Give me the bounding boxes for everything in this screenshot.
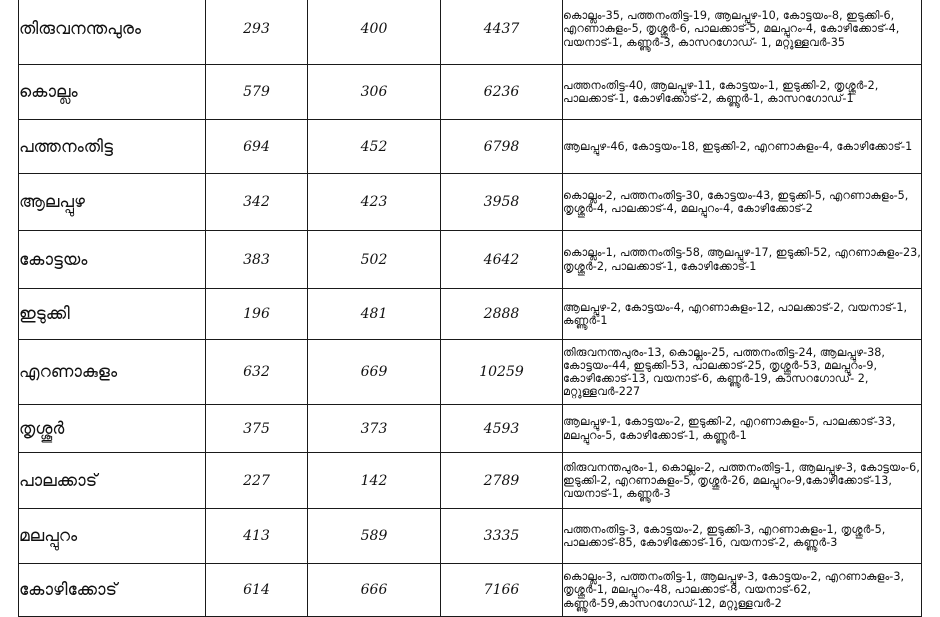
table-row: [19, 0, 922, 65]
value-cell-1: 413: [206, 509, 308, 564]
district-name-cell: ഇടുക്കി: [19, 289, 206, 340]
value-cell-1: 342: [206, 174, 308, 231]
district-name-cell: കോഴിക്കോട്: [19, 564, 206, 617]
value-cell-2: 589: [308, 509, 441, 564]
district-name-cell: എറണാകുളം: [19, 340, 206, 405]
value-cell-2: 669: [308, 340, 441, 405]
value-cell-3: 2789: [441, 453, 563, 509]
table-row: [19, 231, 922, 289]
district-breakdown-cell: തിരുവനന്തപുരം-13, കൊല്ലം-25, പത്തനംതിട്ട-24, ആലപ്പുഴ-38, കോട്ടയം-44, ഇടുക്കി-53, പാലക്കാട്-25, തൃശ്ശൂർ-53, മലപ്പുറം-9, കോഴിക്കോട്-13, വയനാട്-6, കണ്ണൂർ-19, കാസറഗോഡ്- 2, മറ്റുള്ളവർ-227: [563, 340, 922, 405]
value-cell-1: 694: [206, 120, 308, 174]
value-cell-2: 373: [308, 405, 441, 453]
value-cell-2: 142: [308, 453, 441, 509]
value-cell-2: 423: [308, 174, 441, 231]
district-name-cell: മലപ്പുറം: [19, 509, 206, 564]
district-breakdown-cell: പത്തനംതിട്ട-3, കോട്ടയം-2, ഇടുക്കി-3, എറണാകുളം-1, തൃശ്ശൂർ-5, പാലക്കാട്-85, കോഴിക്കോട്-16, വയനാട്-2, കണ്ണൂർ-3: [563, 509, 922, 564]
table-row: [19, 65, 922, 120]
table-row: [19, 120, 922, 174]
table-row: [19, 453, 922, 509]
value-cell-3: 3958: [441, 174, 563, 231]
table-row: [19, 174, 922, 231]
value-cell-2: 306: [308, 65, 441, 120]
value-cell-3: 3335: [441, 509, 563, 564]
value-cell-1: 196: [206, 289, 308, 340]
district-breakdown-cell: കൊല്ലം-1, പത്തനംതിട്ട-58, ആലപ്പുഴ-17, ഇടുക്കി-52, എറണാകുളം-23, തൃശ്ശൂർ-2, പാലക്കാട്-1, കോഴിക്കോട്-1: [563, 231, 922, 289]
value-cell-1: 293: [206, 0, 308, 65]
district-name-cell: തിരുവനന്തപുരം: [19, 0, 206, 65]
value-cell-2: 481: [308, 289, 441, 340]
value-cell-3: 4593: [441, 405, 563, 453]
district-name-cell: തൃശ്ശൂർ: [19, 405, 206, 453]
district-breakdown-cell: ആലപ്പുഴ-46, കോട്ടയം-18, ഇടുക്കി-2, എറണാകുളം-4, കോഴിക്കോട്-1: [563, 120, 922, 174]
value-cell-3: 2888: [441, 289, 563, 340]
value-cell-1: 227: [206, 453, 308, 509]
value-cell-1: 579: [206, 65, 308, 120]
district-breakdown-cell: ആലപ്പുഴ-1, കോട്ടയം-2, ഇടുക്കി-2, എറണാകുളം-5, പാലക്കാട്-33, മലപ്പുറം-5, കോഴിക്കോട്-1, കണ്ണൂർ-1: [563, 405, 922, 453]
district-name-cell: ആലപ്പുഴ: [19, 174, 206, 231]
table-body: [19, 0, 922, 617]
district-breakdown-cell: കൊല്ലം-3, പത്തനംതിട്ട-1, ആലപ്പുഴ-3, കോട്ടയം-2, എറണാകുളം-3, തൃശ്ശൂർ-1, മലപ്പുറം-48, പാലക്കാട്-8, വയനാട്-62, കണ്ണൂർ-59,കാസറഗോഡ്-12, മറ്റുള്ളവർ-2: [563, 564, 922, 617]
value-cell-2: 452: [308, 120, 441, 174]
table-row: [19, 405, 922, 453]
value-cell-3: 6236: [441, 65, 563, 120]
value-cell-1: 632: [206, 340, 308, 405]
district-breakdown-cell: കൊല്ലം-2, പത്തനംതിട്ട-30, കോട്ടയം-43, ഇടുക്കി-5, എറണാകുളം-5, തൃശ്ശൂർ-4, പാലക്കാട്-4, മലപ്പുറം-4, കോഴിക്കോട്-2: [563, 174, 922, 231]
district-name-cell: കോട്ടയം: [19, 231, 206, 289]
value-cell-3: 4642: [441, 231, 563, 289]
value-cell-1: 383: [206, 231, 308, 289]
district-name-cell: കൊല്ലം: [19, 65, 206, 120]
value-cell-2: 502: [308, 231, 441, 289]
district-table: [18, 0, 922, 617]
district-breakdown-cell: പത്തനംതിട്ട-40, ആലപ്പുഴ-11, കോട്ടയം-1, ഇടുക്കി-2, തൃശ്ശൂർ-2, പാലക്കാട്-1, കോഴിക്കോട്-2, കണ്ണൂർ-1, കാസറഗോഡ്-1: [563, 65, 922, 120]
value-cell-3: 4437: [441, 0, 563, 65]
value-cell-3: 10259: [441, 340, 563, 405]
table-row: [19, 289, 922, 340]
value-cell-1: 614: [206, 564, 308, 617]
value-cell-3: 6798: [441, 120, 563, 174]
district-name-cell: പാലക്കാട്: [19, 453, 206, 509]
district-breakdown-cell: തിരുവനന്തപുരം-1, കൊല്ലം-2, പത്തനംതിട്ട-1, ആലപ്പുഴ-3, കോട്ടയം-6, ഇടുക്കി-2, എറണാകുളം-5, തൃശ്ശൂർ-26, മലപ്പുറം-9,കോഴിക്കോട്-13, വയനാട്-1, കണ്ണൂർ-3: [563, 453, 922, 509]
table-row: [19, 509, 922, 564]
value-cell-2: 666: [308, 564, 441, 617]
value-cell-3: 7166: [441, 564, 563, 617]
district-breakdown-cell: ആലപ്പുഴ-2, കോട്ടയം-4, എറണാകുളം-12, പാലക്കാട്-2, വയനാട്-1, കണ്ണൂർ-1: [563, 289, 922, 340]
value-cell-2: 400: [308, 0, 441, 65]
value-cell-1: 375: [206, 405, 308, 453]
district-name-cell: പത്തനംതിട്ട: [19, 120, 206, 174]
table-row: [19, 564, 922, 617]
district-breakdown-cell: കൊല്ലം-35, പത്തനംതിട്ട-19, ആലപ്പുഴ-10, കോട്ടയം-8, ഇടുക്കി-6, എറണാകുളം-5, തൃശ്ശൂർ-6, പാലക്കാട്-5, മലപ്പുറം-4, കോഴിക്കോട്-4, വയനാട്-1, കണ്ണൂർ-3, കാസറഗോഡ്- 1, മറ്റുള്ളവർ-35: [563, 0, 922, 65]
table-row: [19, 340, 922, 405]
